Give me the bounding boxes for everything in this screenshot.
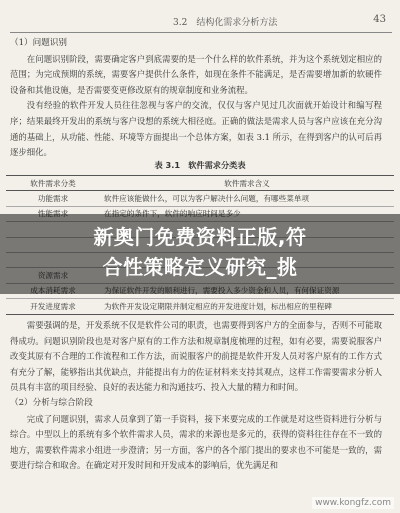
- overlay-title-line: 合性策略定义研究_挑: [102, 255, 298, 279]
- table-row: [6, 191, 394, 206]
- paragraph: 在问题识别阶段，需要确定客户到底需要的是一个什么样的软件系统，并为这个系统划定相应的范围；为完成预期的系统，需要客户提供什么条件，如现在条件不能满足，是否需要增加新的软硬件设备和其他设施，是否需要变更修改原有的规章制度和业务流程。: [10, 53, 382, 95]
- table-cell: 开发进度需求: [6, 299, 100, 314]
- table-caption: 表 3.1 软件需求分类表: [154, 160, 246, 170]
- column-header: 软件需求含义: [100, 176, 394, 191]
- paragraph: 没有经验的软件开发人员往往忽视与客户的交流，仅仅与客户见过几次面就开始设计和编写程序；结果最终开发出的系统与客户设想的系统大相径庭。正确的做法是需求人员与客户应该在充分沟通的基础上，从功能、性能、环境等方面提出一个总体方案，如表 3.1 所示，在得到客户的认可后再逐步细化。: [10, 100, 382, 158]
- watermark: www.kongfz.com: [312, 497, 394, 509]
- paragraph: 完成了问题识别，需求人员拿到了第一手资料，接下来要完成的工作就是对这些资料进行分析与综合。中型以上的系统有多个软件需求人员，需求的来源也是多元的，获得的资料往往存在不一致的地方，需要软件需求小组进一步澄清；另一方面，客户的各个部门提出的要求也不可能是一致的，需要进行综合和取舍。在确定对开发时间和开发成本的影响后，优先满足和: [10, 413, 382, 471]
- section-title: 3.2 结构化需求分析方法: [173, 18, 278, 28]
- heading-analysis-synthesis: （2）分析与综合阶段: [10, 397, 93, 408]
- header-rule: [10, 32, 392, 33]
- page-number: 43: [373, 14, 386, 25]
- table-cell: 为软件开发设定期限并制定相应的开发进度计划，标出相应的里程碑: [100, 299, 394, 314]
- overlay-title: [40, 222, 360, 282]
- heading-problem-identification: （1）问题识别: [10, 38, 68, 48]
- paragraph: 需要强调的是，开发系统不仅是软件公司的职责，也需要得到客户方的全面参与，否则不可能取得成功。问题识别阶段也是对客户原有的工作方法和规章制度梳理的过程，如有必要，需要说服客户改变其原有不合理的工作流程和工作方法，而说服客户的前提是软件开发人员对客户原有的工作方式有充分了解，能够指出其优缺点，并能提出有力的佐证材料来支持其观点，这样工作需要需求分析人员具有丰富的项目经验、良好的表达能力和沟通技巧、投入大量的精力和时间。: [10, 320, 382, 393]
- table-header-row: [6, 176, 394, 191]
- table-cell: 功能需求: [6, 191, 100, 206]
- table-cell: 软件应该能做什么，可以为客户解决什么问题，有哪些菜单项: [100, 191, 394, 206]
- page-header: [8, 14, 392, 30]
- section-emphasis: [10, 318, 382, 474]
- column-header: 软件需求分类: [6, 176, 100, 191]
- table-row: [6, 299, 394, 314]
- overlay-title-line: 新奥门免费资料正版,符: [93, 225, 307, 249]
- section-problem-identification: [10, 36, 382, 161]
